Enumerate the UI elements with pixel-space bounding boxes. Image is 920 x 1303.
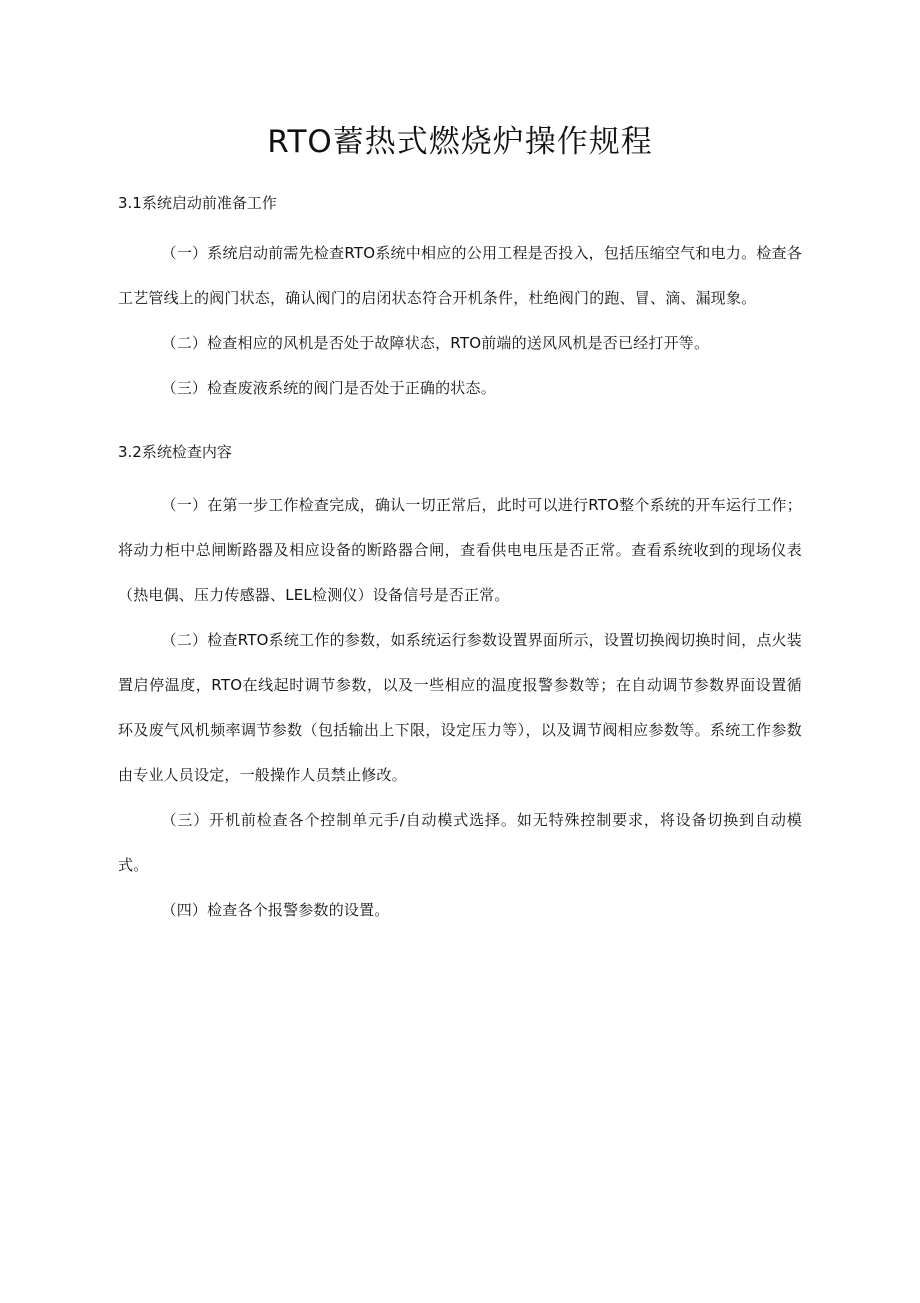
section-heading-3-2: 3.2系统检查内容 xyxy=(118,443,232,461)
section-startup-preparation xyxy=(118,192,802,411)
paragraph-3-1-1: （一）系统启动前需先检查RTO系统中相应的公用工程是否投入，包括压缩空气和电力。检查各工艺管线上的阀门状态，确认阀门的启闭状态符合开机条件，杜绝阀门的跑、冒、滴、漏现象。 xyxy=(118,244,802,307)
paragraph-3-2-4: （四）检查各个报警参数的设置。 xyxy=(161,901,390,919)
paragraph-3-2-1: （一）在第一步工作检查完成，确认一切正常后，此时可以进行RTO整个系统的开车运行工作；将动力柜中总闸断路器及相应设备的断路器合闸，查看供电电压是否正常。查看系统收到的现场仪表（热电偶、压力传感器、LEL检测仪）设备信号是否正常。 xyxy=(118,496,802,604)
section-heading-3-1: 3.1系统启动前准备工作 xyxy=(118,194,277,212)
paragraph-3-1-2: （二）检查相应的风机是否处于故障状态，RTO前端的送风风机是否已经打开等。 xyxy=(161,334,710,352)
paragraph-3-2-3: （三）开机前检查各个控制单元手/自动模式选择。如无特殊控制要求，将设备切换到自动模式。 xyxy=(118,811,802,874)
paragraph-3-1-3: （三）检查废液系统的阀门是否处于正确的状态。 xyxy=(161,379,496,397)
document-title: RTO蓄热式燃烧炉操作规程 xyxy=(267,124,653,160)
paragraph-3-2-2: （二）检查RTO系统工作的参数，如系统运行参数设置界面所示，设置切换阀切换时间，点火装置启停温度，RTO在线起时调节参数，以及一些相应的温度报警参数等；在自动调节参数界面设置循环及废气风机频率调节参数（包括输出上下限，设定压力等），以及调节阀相应参数等。系统工作参数由专业人员设定，一般操作人员禁止修改。 xyxy=(118,631,802,784)
section-system-check xyxy=(118,441,802,933)
